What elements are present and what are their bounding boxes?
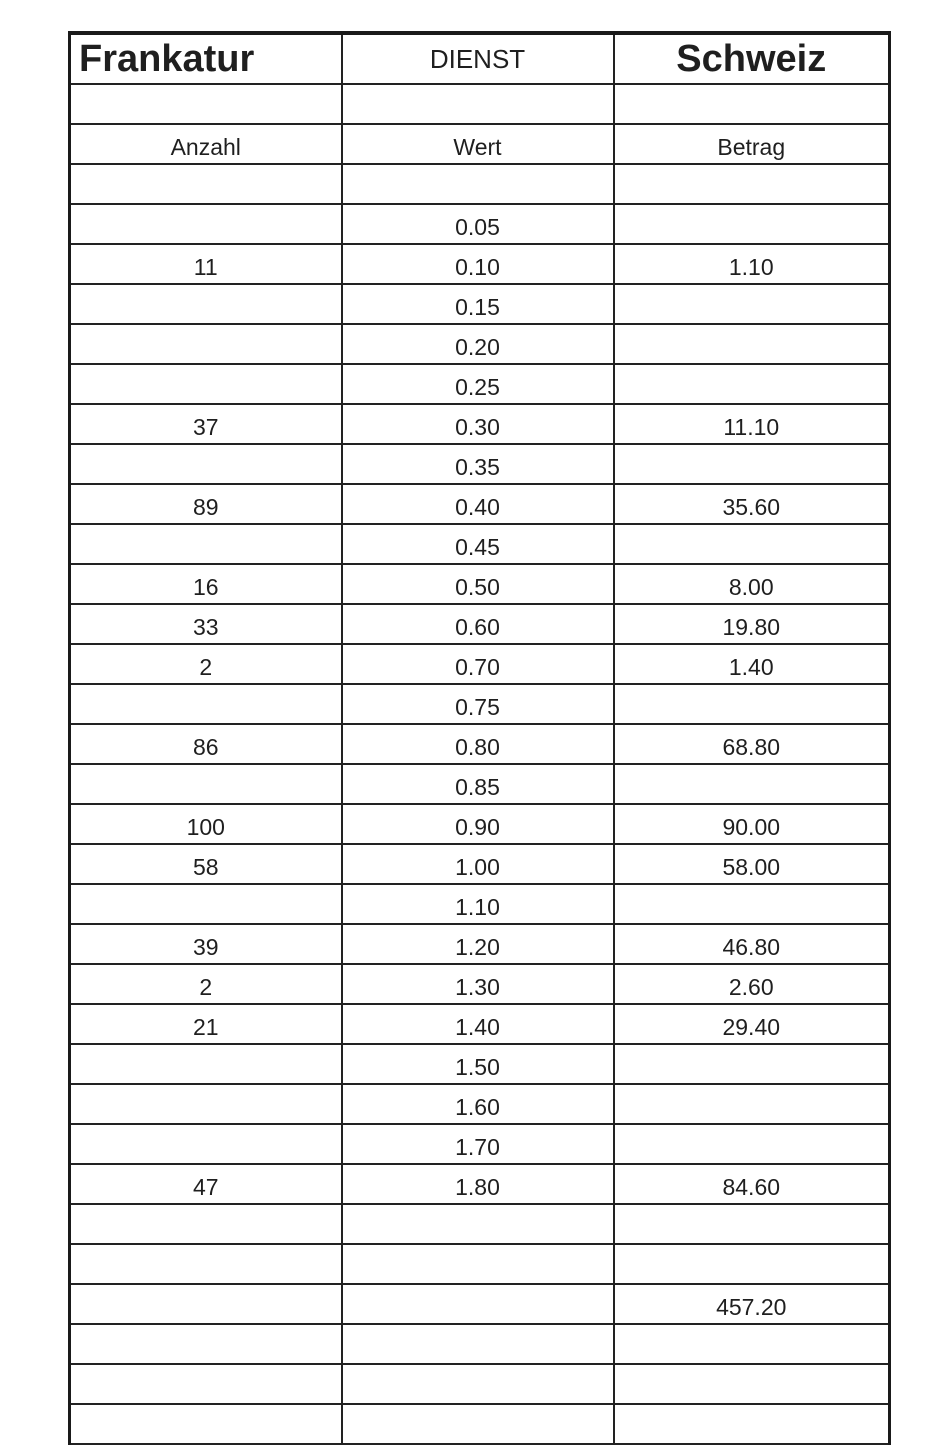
cell-betrag: 19.80 — [614, 604, 890, 644]
table-row — [70, 1324, 890, 1364]
cell-anzahl — [70, 1284, 342, 1324]
cell-betrag — [614, 284, 890, 324]
cell-wert: 1.80 — [342, 1164, 614, 1204]
cell-wert — [342, 1364, 614, 1404]
cell-betrag: 58.00 — [614, 844, 890, 884]
table-row — [70, 444, 890, 484]
column-header-row — [70, 124, 890, 164]
cell-wert: 0.20 — [342, 324, 614, 364]
cell-anzahl: 21 — [70, 1004, 342, 1044]
cell-anzahl — [70, 1044, 342, 1084]
table-row — [70, 404, 890, 444]
cell-betrag — [614, 1324, 890, 1364]
cell-wert: 1.30 — [342, 964, 614, 1004]
table-row — [70, 724, 890, 764]
cell-wert: 0.60 — [342, 604, 614, 644]
cell-anzahl — [70, 1084, 342, 1124]
cell-betrag: 29.40 — [614, 1004, 890, 1044]
cell-anzahl: 100 — [70, 804, 342, 844]
cell-wert: 0.10 — [342, 244, 614, 284]
cell-wert: 0.90 — [342, 804, 614, 844]
header-row — [70, 33, 890, 84]
cell-betrag — [614, 364, 890, 404]
cell-betrag — [614, 324, 890, 364]
table-row — [70, 564, 890, 604]
table-row — [70, 924, 890, 964]
cell-wert — [342, 1284, 614, 1324]
cell-betrag: 1.40 — [614, 644, 890, 684]
cell-anzahl — [70, 764, 342, 804]
cell-anzahl — [70, 364, 342, 404]
cell-betrag: 46.80 — [614, 924, 890, 964]
table-row — [70, 1124, 890, 1164]
cell-anzahl: 47 — [70, 1164, 342, 1204]
cell-wert: 0.80 — [342, 724, 614, 764]
cell-anzahl: 39 — [70, 924, 342, 964]
cell-betrag — [614, 1204, 890, 1244]
table-row — [70, 1404, 890, 1444]
cell-anzahl — [70, 1404, 342, 1444]
cell-betrag — [614, 1084, 890, 1124]
cell-wert: 0.40 — [342, 484, 614, 524]
table-row — [70, 1164, 890, 1204]
cell-betrag — [614, 884, 890, 924]
blank-row — [70, 84, 890, 124]
cell-wert: 0.25 — [342, 364, 614, 404]
cell-betrag — [614, 684, 890, 724]
cell-wert: 0.15 — [342, 284, 614, 324]
cell-anzahl — [70, 1364, 342, 1404]
cell-wert: 0.70 — [342, 644, 614, 684]
table-row — [70, 1284, 890, 1324]
table-row — [70, 1364, 890, 1404]
cell-anzahl: 2 — [70, 644, 342, 684]
table-row — [70, 884, 890, 924]
cell-wert: 0.85 — [342, 764, 614, 804]
cell-wert: 0.35 — [342, 444, 614, 484]
cell-betrag — [614, 1364, 890, 1404]
cell-anzahl — [70, 1124, 342, 1164]
cell-anzahl: 37 — [70, 404, 342, 444]
cell-betrag: 35.60 — [614, 484, 890, 524]
cell-betrag: 90.00 — [614, 804, 890, 844]
cell-betrag: 457.20 — [614, 1284, 890, 1324]
cell-wert: 1.50 — [342, 1044, 614, 1084]
blank-row — [70, 164, 890, 204]
cell-betrag — [614, 444, 890, 484]
title-schweiz: Schweiz — [614, 33, 890, 84]
cell-wert: 0.05 — [342, 204, 614, 244]
cell-betrag — [614, 204, 890, 244]
cell-betrag — [614, 1404, 890, 1444]
table-row — [70, 604, 890, 644]
table-row — [70, 764, 890, 804]
column-header-wert: Wert — [342, 124, 614, 164]
cell-betrag: 11.10 — [614, 404, 890, 444]
cell-wert: 0.30 — [342, 404, 614, 444]
column-header-betrag: Betrag — [614, 124, 890, 164]
cell-anzahl — [70, 284, 342, 324]
cell-anzahl — [70, 204, 342, 244]
table-row — [70, 684, 890, 724]
cell-anzahl: 11 — [70, 244, 342, 284]
cell-anzahl: 33 — [70, 604, 342, 644]
cell-anzahl — [70, 684, 342, 724]
cell-anzahl — [70, 884, 342, 924]
cell-wert: 0.75 — [342, 684, 614, 724]
cell-betrag — [614, 1244, 890, 1284]
cell-wert — [342, 1404, 614, 1444]
cell-anzahl — [70, 524, 342, 564]
table-row — [70, 1204, 890, 1244]
table-row — [70, 204, 890, 244]
cell-anzahl: 58 — [70, 844, 342, 884]
table-row — [70, 644, 890, 684]
cell-anzahl: 89 — [70, 484, 342, 524]
cell-betrag: 68.80 — [614, 724, 890, 764]
cell-wert — [342, 1204, 614, 1244]
cell-anzahl — [70, 1204, 342, 1244]
cell-anzahl: 2 — [70, 964, 342, 1004]
table-row — [70, 1044, 890, 1084]
cell-anzahl — [70, 444, 342, 484]
table-row — [70, 844, 890, 884]
cell-wert: 1.00 — [342, 844, 614, 884]
cell-wert — [342, 1244, 614, 1284]
cell-betrag — [614, 764, 890, 804]
table-row — [70, 1004, 890, 1044]
title-dienst: DIENST — [342, 33, 614, 84]
cell-wert: 1.20 — [342, 924, 614, 964]
table-row — [70, 804, 890, 844]
table-row — [70, 484, 890, 524]
cell-anzahl: 86 — [70, 724, 342, 764]
cell-betrag — [614, 1044, 890, 1084]
cell-betrag: 1.10 — [614, 244, 890, 284]
cell-anzahl — [70, 324, 342, 364]
column-header-anzahl: Anzahl — [70, 124, 342, 164]
cell-betrag: 8.00 — [614, 564, 890, 604]
table-row — [70, 284, 890, 324]
cell-wert: 1.70 — [342, 1124, 614, 1164]
cell-anzahl — [70, 1244, 342, 1284]
cell-anzahl — [70, 1324, 342, 1364]
cell-wert: 1.10 — [342, 884, 614, 924]
cell-wert: 0.50 — [342, 564, 614, 604]
title-frankatur: Frankatur — [70, 33, 342, 84]
cell-wert: 1.60 — [342, 1084, 614, 1124]
cell-anzahl: 16 — [70, 564, 342, 604]
cell-betrag: 84.60 — [614, 1164, 890, 1204]
table-row — [70, 1244, 890, 1284]
table-row — [70, 964, 890, 1004]
cell-betrag — [614, 524, 890, 564]
cell-betrag — [614, 1124, 890, 1164]
cell-wert: 0.45 — [342, 524, 614, 564]
table-row — [70, 244, 890, 284]
table-row — [70, 324, 890, 364]
table-row — [70, 1084, 890, 1124]
cell-wert: 1.40 — [342, 1004, 614, 1044]
cell-betrag: 2.60 — [614, 964, 890, 1004]
table-row — [70, 524, 890, 564]
postage-table — [68, 31, 891, 1445]
cell-wert — [342, 1324, 614, 1364]
table-row — [70, 364, 890, 404]
